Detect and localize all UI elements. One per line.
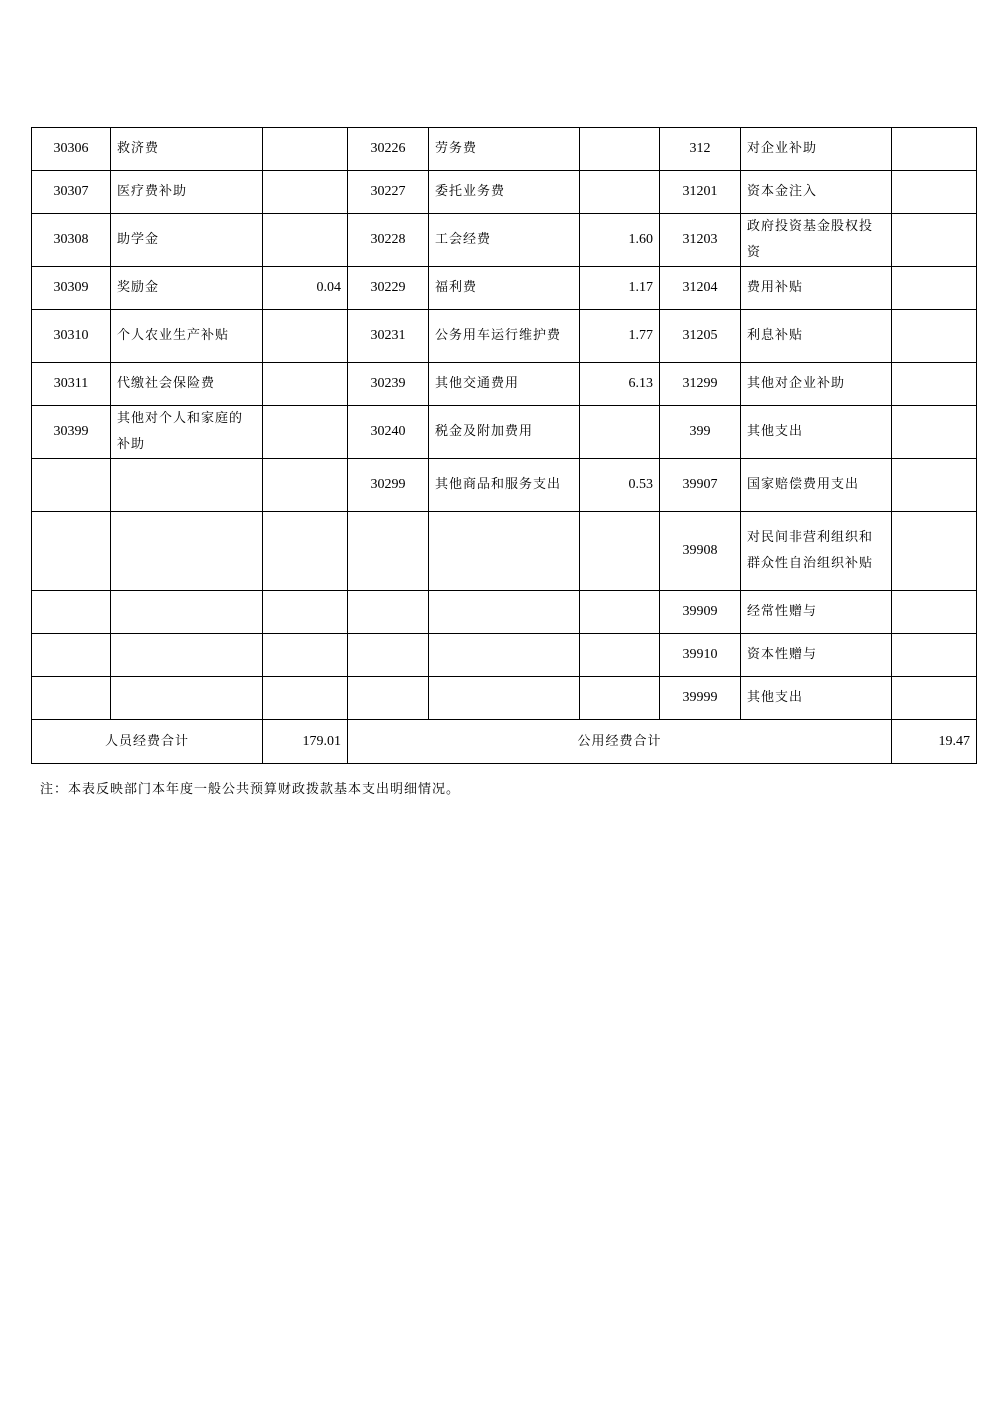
name-cell-1 xyxy=(111,677,263,720)
amount-cell-3 xyxy=(892,267,977,310)
code-cell-1: 30310 xyxy=(32,310,111,363)
code-cell-2 xyxy=(348,591,429,634)
name-cell-1: 助学金 xyxy=(111,214,263,267)
table-row xyxy=(32,459,977,512)
public-total-value: 19.47 xyxy=(892,720,977,764)
name-cell-2: 其他商品和服务支出 xyxy=(429,459,580,512)
name-cell-1 xyxy=(111,459,263,512)
amount-cell-3 xyxy=(892,128,977,171)
code-cell-1: 30309 xyxy=(32,267,111,310)
code-cell-3: 39909 xyxy=(660,591,741,634)
code-cell-1 xyxy=(32,634,111,677)
code-cell-1 xyxy=(32,459,111,512)
amount-cell-3 xyxy=(892,310,977,363)
table-row xyxy=(32,128,977,171)
amount-cell-3 xyxy=(892,171,977,214)
amount-cell-2: 1.17 xyxy=(580,267,660,310)
code-cell-3: 31203 xyxy=(660,214,741,267)
code-cell-1 xyxy=(32,512,111,591)
name-cell-3: 利息补贴 xyxy=(741,310,892,363)
amount-cell-1 xyxy=(263,363,348,406)
amount-cell-2: 6.13 xyxy=(580,363,660,406)
code-cell-3: 39908 xyxy=(660,512,741,591)
name-cell-3: 资本性赠与 xyxy=(741,634,892,677)
code-cell-2 xyxy=(348,634,429,677)
name-cell-3: 费用补贴 xyxy=(741,267,892,310)
code-cell-3: 39910 xyxy=(660,634,741,677)
amount-cell-2: 1.60 xyxy=(580,214,660,267)
amount-cell-1 xyxy=(263,214,348,267)
name-cell-3: 政府投资基金股权投资 xyxy=(741,214,892,267)
table-row xyxy=(32,214,977,267)
personnel-total-value: 179.01 xyxy=(263,720,348,764)
table-row xyxy=(32,171,977,214)
amount-cell-1 xyxy=(263,677,348,720)
code-cell-3: 31201 xyxy=(660,171,741,214)
amount-cell-3 xyxy=(892,512,977,591)
amount-cell-2 xyxy=(580,512,660,591)
code-cell-3: 31205 xyxy=(660,310,741,363)
name-cell-3: 其他支出 xyxy=(741,406,892,459)
code-cell-1: 30311 xyxy=(32,363,111,406)
code-cell-3: 31204 xyxy=(660,267,741,310)
table-row xyxy=(32,363,977,406)
code-cell-2: 30299 xyxy=(348,459,429,512)
code-cell-3: 31299 xyxy=(660,363,741,406)
code-cell-3: 39999 xyxy=(660,677,741,720)
name-cell-2: 其他交通费用 xyxy=(429,363,580,406)
code-cell-1: 30399 xyxy=(32,406,111,459)
name-cell-1: 救济费 xyxy=(111,128,263,171)
table-note: 注：本表反映部门本年度一般公共预算财政拨款基本支出明细情况。 xyxy=(40,782,461,797)
table-row xyxy=(32,267,977,310)
name-cell-3: 资本金注入 xyxy=(741,171,892,214)
name-cell-1: 医疗费补助 xyxy=(111,171,263,214)
amount-cell-2 xyxy=(580,591,660,634)
amount-cell-2 xyxy=(580,406,660,459)
code-cell-1 xyxy=(32,677,111,720)
amount-cell-3 xyxy=(892,214,977,267)
personnel-total-label: 人员经费合计 xyxy=(32,720,263,764)
code-cell-2 xyxy=(348,677,429,720)
code-cell-2: 30231 xyxy=(348,310,429,363)
name-cell-1: 个人农业生产补贴 xyxy=(111,310,263,363)
code-cell-3: 312 xyxy=(660,128,741,171)
amount-cell-1 xyxy=(263,512,348,591)
amount-cell-3 xyxy=(892,591,977,634)
code-cell-1: 30307 xyxy=(32,171,111,214)
code-cell-2: 30239 xyxy=(348,363,429,406)
code-cell-2: 30229 xyxy=(348,267,429,310)
totals-row xyxy=(32,720,977,764)
amount-cell-2 xyxy=(580,171,660,214)
amount-cell-2 xyxy=(580,677,660,720)
amount-cell-1 xyxy=(263,310,348,363)
name-cell-2: 劳务费 xyxy=(429,128,580,171)
code-cell-1 xyxy=(32,591,111,634)
amount-cell-3 xyxy=(892,677,977,720)
code-cell-2 xyxy=(348,512,429,591)
name-cell-2 xyxy=(429,591,580,634)
name-cell-3: 国家赔偿费用支出 xyxy=(741,459,892,512)
name-cell-2: 委托业务费 xyxy=(429,171,580,214)
amount-cell-1 xyxy=(263,128,348,171)
name-cell-3: 对民间非营利组织和群众性自治组织补贴 xyxy=(741,512,892,591)
amount-cell-1: 0.04 xyxy=(263,267,348,310)
code-cell-2: 30226 xyxy=(348,128,429,171)
amount-cell-2 xyxy=(580,634,660,677)
code-cell-2: 30227 xyxy=(348,171,429,214)
name-cell-2 xyxy=(429,677,580,720)
name-cell-2: 工会经费 xyxy=(429,214,580,267)
table-row xyxy=(32,512,977,591)
amount-cell-3 xyxy=(892,363,977,406)
name-cell-1 xyxy=(111,512,263,591)
name-cell-3: 经常性赠与 xyxy=(741,591,892,634)
amount-cell-1 xyxy=(263,591,348,634)
amount-cell-1 xyxy=(263,406,348,459)
table-row xyxy=(32,591,977,634)
code-cell-1: 30306 xyxy=(32,128,111,171)
name-cell-2: 公务用车运行维护费 xyxy=(429,310,580,363)
name-cell-3: 其他支出 xyxy=(741,677,892,720)
amount-cell-2 xyxy=(580,128,660,171)
name-cell-1: 其他对个人和家庭的补助 xyxy=(111,406,263,459)
amount-cell-1 xyxy=(263,459,348,512)
name-cell-2 xyxy=(429,512,580,591)
name-cell-3: 对企业补助 xyxy=(741,128,892,171)
table-row xyxy=(32,677,977,720)
name-cell-1 xyxy=(111,634,263,677)
amount-cell-2: 0.53 xyxy=(580,459,660,512)
amount-cell-3 xyxy=(892,634,977,677)
table-body xyxy=(32,128,977,720)
name-cell-1 xyxy=(111,591,263,634)
amount-cell-3 xyxy=(892,459,977,512)
code-cell-2: 30228 xyxy=(348,214,429,267)
expenditure-detail-table xyxy=(31,127,977,764)
name-cell-2: 税金及附加费用 xyxy=(429,406,580,459)
amount-cell-1 xyxy=(263,171,348,214)
code-cell-3: 399 xyxy=(660,406,741,459)
code-cell-2: 30240 xyxy=(348,406,429,459)
amount-cell-2: 1.77 xyxy=(580,310,660,363)
table-row xyxy=(32,406,977,459)
name-cell-3: 其他对企业补助 xyxy=(741,363,892,406)
amount-cell-3 xyxy=(892,406,977,459)
code-cell-1: 30308 xyxy=(32,214,111,267)
name-cell-1: 代缴社会保险费 xyxy=(111,363,263,406)
name-cell-2 xyxy=(429,634,580,677)
name-cell-2: 福利费 xyxy=(429,267,580,310)
public-total-label: 公用经费合计 xyxy=(348,720,892,764)
name-cell-1: 奖励金 xyxy=(111,267,263,310)
table-row xyxy=(32,310,977,363)
table-row xyxy=(32,634,977,677)
amount-cell-1 xyxy=(263,634,348,677)
code-cell-3: 39907 xyxy=(660,459,741,512)
